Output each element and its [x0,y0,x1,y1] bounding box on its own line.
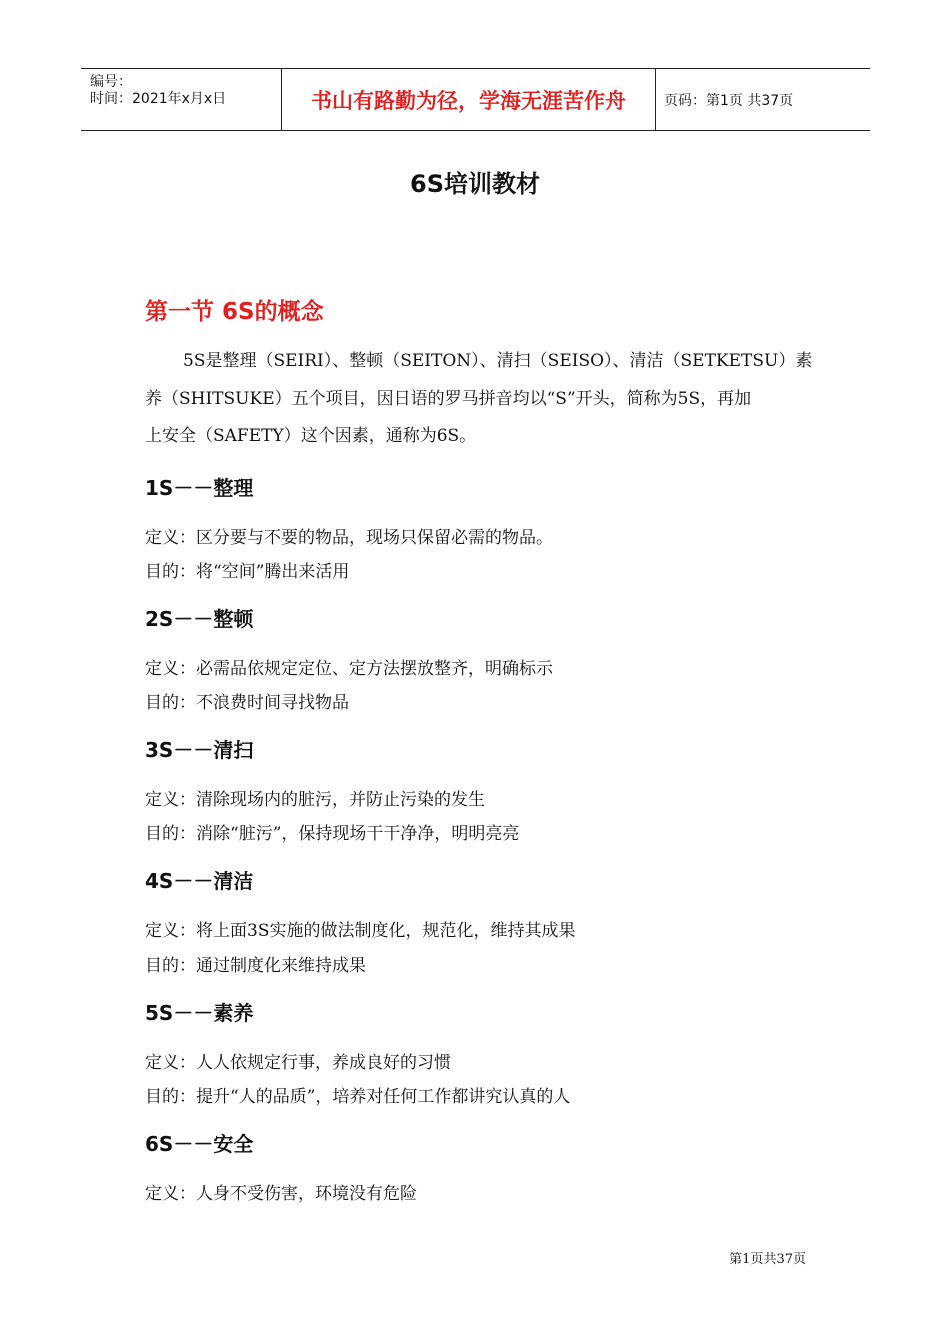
document-number-label: 编号： [90,74,132,90]
item-heading-2s: 2S－－整顿 [145,607,254,631]
intro-paragraph [145,343,813,456]
item-heading-5s: 5S－－素养 [145,1001,254,1025]
item-heading-1s: 1S－－整理 [145,476,254,500]
intro-line: 5S是整理（SEIRI）、整顿（SEITON）、清扫（SEISO）、清洁（SETKETSU）素 [183,351,813,371]
item-definition-1s: 定义：区分要与不要的物品，现场只保留必需的物品。 [145,528,553,548]
item-heading-3s: 3S－－清扫 [145,738,254,762]
document-time-label: 时间：2021年x月x日 [90,91,227,107]
page-footer: 第1页共37页 [729,1252,806,1267]
item-definition-3s: 定义：清除现场内的脏污，并防止污染的发生 [145,790,485,810]
item-definition-6s: 定义：人身不受伤害，环境没有危险 [145,1184,417,1204]
intro-line: 养（SHITSUKE）五个项目，因日语的罗马拼音均以“S”开头，简称为5S，再加 [145,388,752,409]
item-heading-6s: 6S－－安全 [145,1132,254,1156]
item-heading-4s: 4S－－清洁 [145,869,254,893]
page-header [81,68,870,131]
header-motto-cell [281,69,656,130]
header-page-label: 页码：第1页 共37页 [664,92,794,109]
item-purpose-3s: 目的：消除“脏污”，保持现场干干净净，明明亮亮 [145,824,520,844]
document-title: 6S培训教材 [410,170,540,198]
section-title: 第一节 6S的概念 [145,299,324,325]
item-definition-4s: 定义：将上面3S实施的做法制度化，规范化，维持其成果 [145,921,576,941]
item-purpose-2s: 目的：不浪费时间寻找物品 [145,693,349,713]
intro-line: 上安全（SAFETY）这个因素，通称为6S。 [145,426,477,446]
item-definition-2s: 定义：必需品依规定定位、定方法摆放整齐，明确标示 [145,659,553,679]
header-meta [81,69,281,130]
item-purpose-1s: 目的：将“空间”腾出来活用 [145,562,350,582]
item-definition-5s: 定义：人人依规定行事，养成良好的习惯 [145,1053,451,1073]
item-purpose-4s: 目的：通过制度化来维持成果 [145,956,366,976]
item-purpose-5s: 目的：提升“人的品质”，培养对任何工作都讲究认真的人 [145,1087,571,1107]
header-motto: 书山有路勤为径，学海无涯苦作舟 [311,88,626,113]
